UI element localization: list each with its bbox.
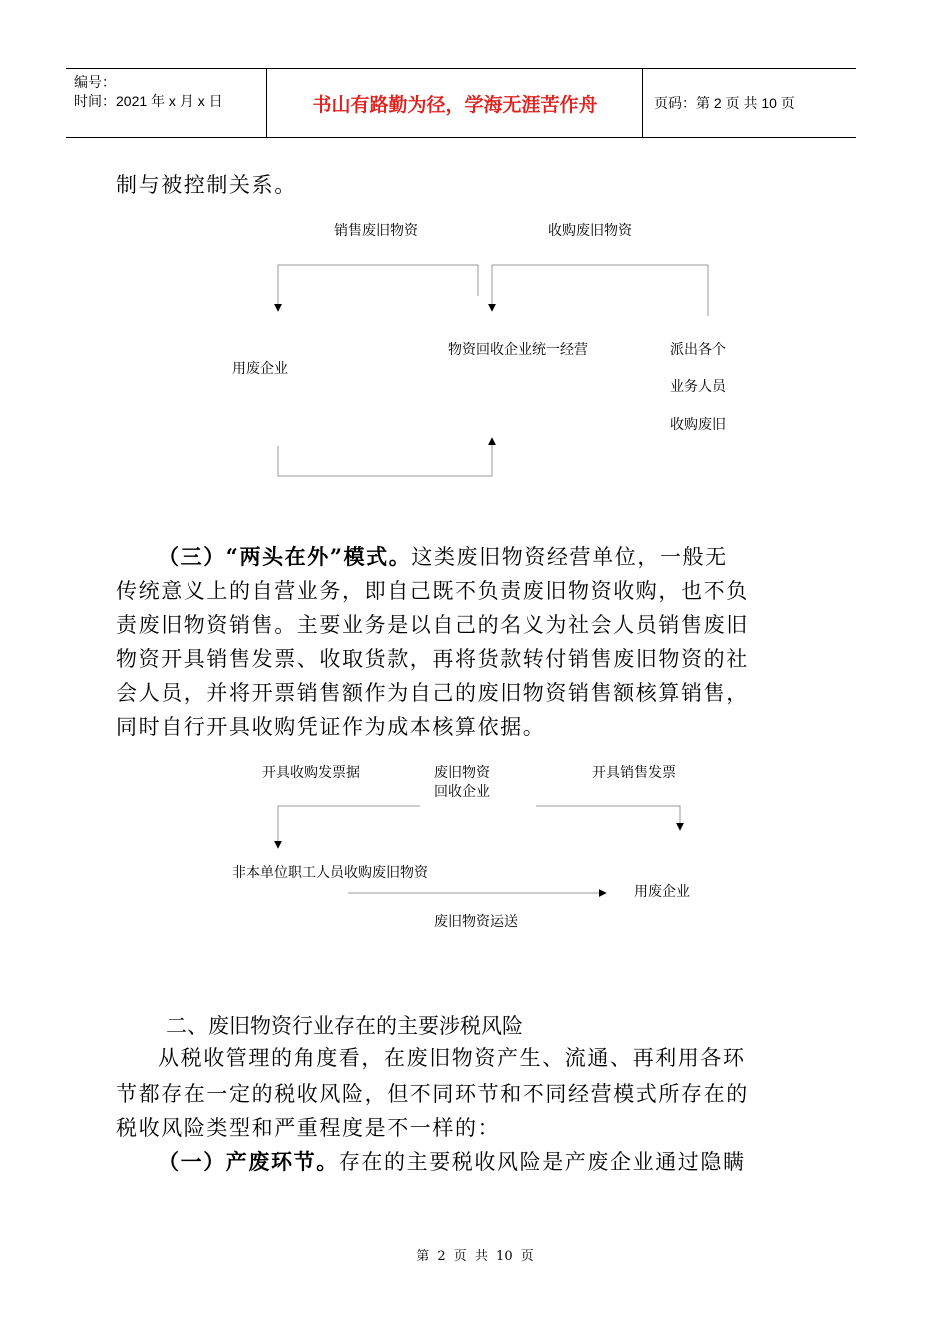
section2-line: 税收风险类型和严重程度是不一样的：: [116, 1116, 501, 1140]
purchase-invoice-line: [278, 806, 420, 848]
sell-waste-label: 销售废旧物资: [334, 223, 418, 239]
subsection1-paragraph: [116, 1145, 806, 1179]
staff-label-line: 收购废旧: [670, 417, 726, 433]
section3-line: 会人员，并将开票销售额作为自己的废旧物资销售额核算销售，: [116, 681, 749, 705]
section3-line: 责废旧物资销售。主要业务是以自己的名义为社会人员销售废旧: [116, 613, 749, 637]
user-enterprise-label-2: 用废企业: [634, 884, 690, 900]
section3-line: 传统意义上的自营业务，即自己既不负责废旧物资收购，也不负: [116, 579, 749, 603]
number-label: 编号：: [74, 74, 116, 90]
buy-waste-label: 收购废旧物资: [548, 223, 632, 239]
section3-title: （三）“两头在外”模式。: [158, 544, 412, 569]
return-flow-line: [278, 438, 492, 476]
page-number-label: 页码：第 2 页 共 10 页: [654, 95, 795, 111]
sell-flow-line: [278, 265, 478, 311]
intro-line: 制与被控制关系。: [116, 173, 297, 197]
section3-text-first: 这类废旧物资经营单位，一般无: [411, 545, 728, 569]
header-motto: 书山有路勤为径，学海无涯苦作舟: [312, 93, 598, 116]
section3-line: 同时自行开具收购凭证作为成本核算依据。: [116, 715, 546, 739]
staff-label-line: 业务人员: [670, 379, 726, 395]
section2-line: 从税收管理的角度看，在废旧物资产生、流通、再利用各环: [158, 1046, 746, 1070]
recycle-center-label: 物资回收企业统一经营: [448, 342, 588, 358]
staff-label-line: 派出各个: [670, 342, 726, 358]
section-heading: 二、废旧物资行业存在的主要涉税风险: [166, 1014, 523, 1038]
user-enterprise-label: 用废企业: [232, 361, 288, 377]
time-label: 时间：2021 年 x 月 x 日: [74, 93, 223, 109]
sales-invoice-label: 开具销售发票: [592, 765, 676, 781]
section3-line: 物资开具销售发票、收取货款，再将货款转付销售废旧物资的社: [116, 647, 749, 671]
center-label-line2: 回收企业: [434, 784, 490, 800]
purchase-invoice-label: 开具收购发票据: [262, 765, 360, 781]
subsection1-title: （一）产废环节。: [158, 1149, 339, 1174]
non-staff-label: 非本单位职工人员收购废旧物资: [232, 865, 428, 881]
section2-line: 节都存在一定的税收风险，但不同环节和不同经营模式所存在的: [116, 1082, 749, 1106]
subsection1-text: 存在的主要税收风险是产废企业通过隐瞒: [338, 1150, 746, 1174]
buy-flow-line: [492, 265, 708, 316]
center-label-line1: 废旧物资: [434, 765, 490, 781]
transport-label: 废旧物资运送: [434, 914, 518, 930]
sales-invoice-line: [536, 806, 680, 830]
page-footer: 第 2 页 共 10 页: [416, 1249, 534, 1264]
section3-paragraph: [116, 540, 806, 574]
